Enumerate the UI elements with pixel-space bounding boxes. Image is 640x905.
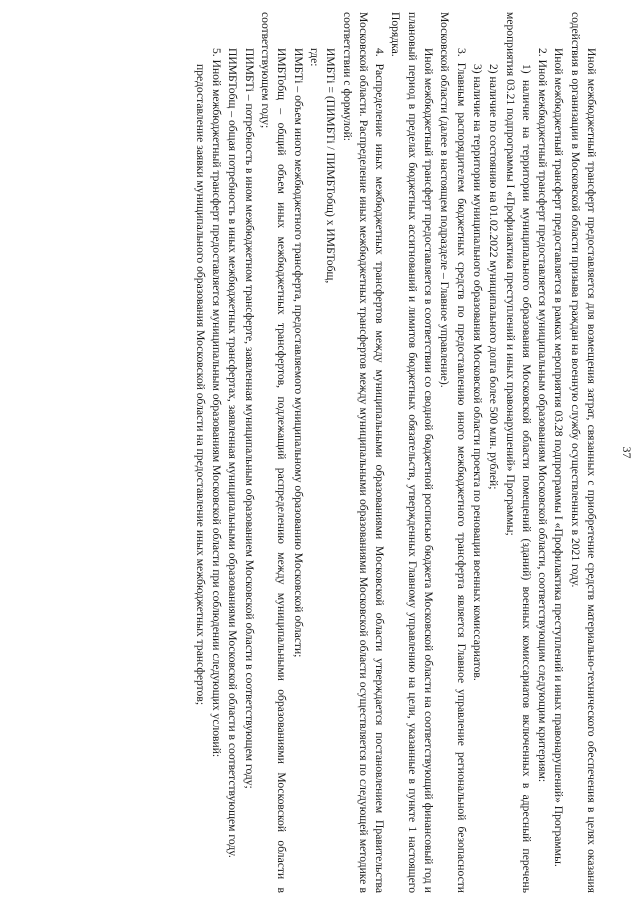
paragraph-distribution: 4. Распределение иных межбюджетных трансфертов между муниципальными образованиями Московской области утверждается постановлением Правительства Московской области. Распределение иных межбюджетных трансфертов между муниципальными образованиями Московской области осуществляется по следующей методике в соответствии с формулой: — [340, 12, 387, 893]
rotated-document-page — [80, 0, 640, 905]
criterion-2: 2) наличие по состоянию на 01.02.2022 муниципального долга более 500 млн. рублей; — [487, 64, 501, 490]
criterion-1: 1) наличие на территории муниципального образования Московской области помещений (зданий) военных комиссариатов включенных в адресный перечень мероприятия 03.21 подпрограммы I «Профилактика преступлений и иных правонарушений» Программы; — [503, 12, 533, 893]
paragraph-conditions-intro: 5. Иной межбюджетный трансферт предоставляется муниципальным образованиям Московской области при соблюдении следующих условий: — [210, 48, 224, 758]
paragraph-purpose: Иной межбюджетный трансферт предоставляется для возмещения затрат, связанных с приобретение средств материально-технического обеспечения в целях оказания содействия в организации в Московской области призыва граждан на военную службу осуществленных в 2021 году. — [568, 12, 598, 893]
paragraph-main-manager: 3. Главным распорядителем бюджетных средств по предоставлению иного межбюджетного трансферта является Главное управление региональной безопасности Московской области (далее в настоящем подразделе – Главное управление). — [438, 12, 468, 893]
definition-imbt-total: ИМБТобщ – общий объем иных межбюджетных трансфертов, подлежащий распределению между муниципальными образованиями Московской области в соответствующем году; — [259, 12, 289, 893]
paragraph-budget-basis: Иной межбюджетный трансферт предоставляется в соответствии со сводной бюджетной росписью бюджета Московской области на соответствующий финансовый год и плановый период в пределах бюджетных ассигнований и лимитов бюджетных обязательств, утвержденных Главному управлению на цели, указанные в пункте 1 настоящего Порядка. — [389, 12, 436, 893]
definition-pimbt-i: ПИМБТi – потребность в ином межбюджетном трансферте, заявленная муниципальным образованием Московской области в соответствующем году; — [242, 48, 256, 789]
page-number: 37 — [620, 446, 634, 459]
paragraph-program-measure: Иной межбюджетный трансферт предоставляется в рамках мероприятия 03.28 подпрограммы I «Профилактика преступлений и иных правонарушений» Программы. — [552, 48, 566, 867]
criterion-3: 3) наличие на территории муниципального образования Московской области проекта по реновации военных комиссариатов. — [470, 64, 484, 681]
paragraph-criteria-intro: 2. Иной межбюджетный трансферт предоставляется муниципальным образованиям Московской области, соответствующим следующим критериям: — [536, 48, 550, 783]
definition-imbt-i: ИМБТi – объем иного межбюджетного трансферта, предоставляемого муниципальному образованию Московской области; — [291, 48, 305, 658]
formula: ИМБТi = (ПИМБТi / ПИМБТобщ) х ИМБТобщ, — [324, 48, 338, 284]
condition-1: предоставление заявки муниципального образования Московской области на предоставление иных межбюджетных трансфертов; — [193, 64, 207, 706]
definition-pimbt-total: ПИМБТобщ – общая потребность в иных межбюджетных трансфертах, заявленная муниципальными образованиями Московской области в соответствующем году. — [226, 48, 240, 858]
formula-where: где: — [307, 48, 321, 67]
